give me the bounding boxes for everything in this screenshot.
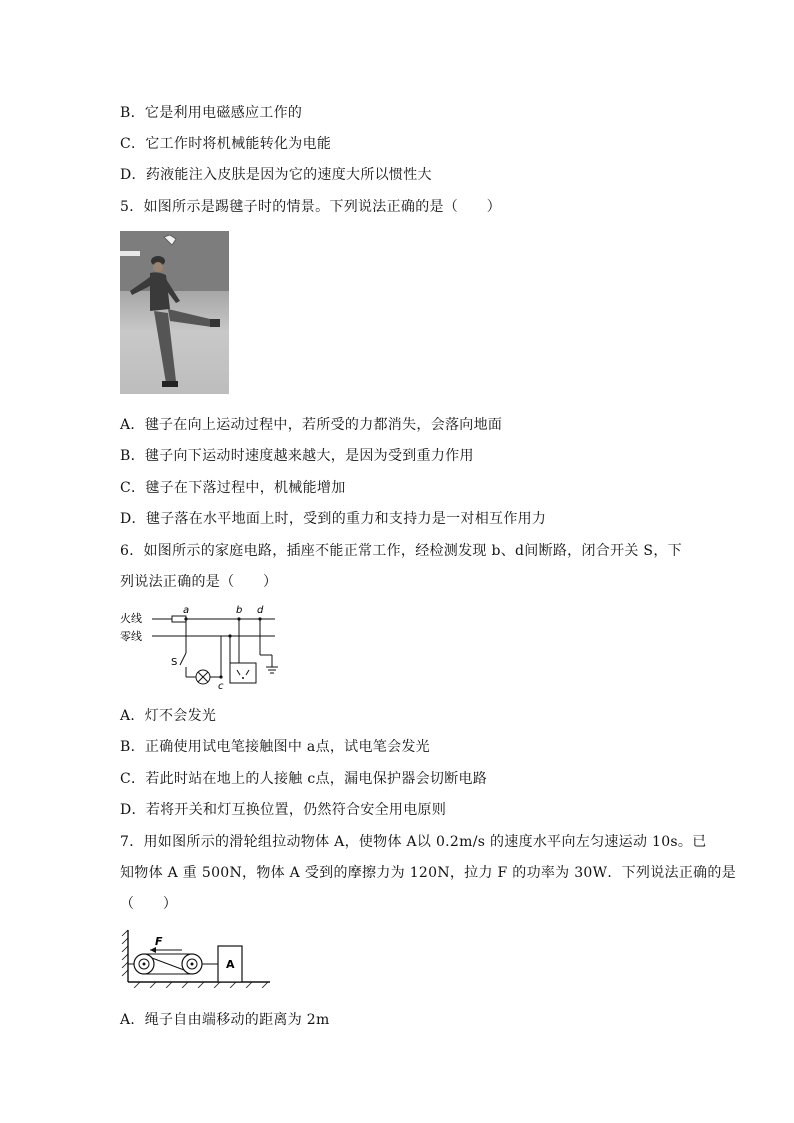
option-a-q7: A．绳子自由端移动的距离为 2m	[120, 1012, 330, 1028]
question-7-line1: 7．用如图所示的滑轮组拉动物体 A，使物体 A以 0.2m/s 的速度水平向左匀速运动 10s。已	[120, 834, 707, 850]
question-7-line2: 知物体 A 重 500N，物体 A 受到的摩擦力为 120N，拉力 F 的功率为 30W．下列说法正确的是	[120, 865, 737, 881]
option-d-q6: D．若将开关和灯互换位置，仍然符合安全用电原则	[120, 802, 447, 818]
option-b-q6: B．正确使用试电笔接触图中 a点，试电笔会发光	[120, 739, 430, 755]
neutral-wire-label: 零线	[120, 630, 142, 643]
kicking-person-illustration	[120, 231, 229, 394]
option-c-q4: C．它工作时将机械能转化为电能	[120, 136, 332, 152]
option-c-q6: C．若此时站在地上的人接触 c点，漏电保护器会切断电路	[120, 771, 488, 787]
point-c-label: c	[218, 681, 224, 690]
pulley-system-diagram	[120, 928, 275, 988]
option-d-q4: D．药液能注入皮肤是因为它的速度大所以惯性大	[120, 167, 432, 183]
shuttlecock-photo	[120, 231, 229, 394]
force-f-label: F	[155, 935, 163, 948]
switch-label: S	[171, 657, 178, 668]
question-5: 5．如图所示是踢毽子时的情景。下列说法正确的是（ ）	[120, 199, 502, 215]
point-a-label: a	[183, 605, 190, 616]
point-d-label: d	[257, 605, 264, 616]
option-b-q4: B．它是利用电磁感应工作的	[120, 105, 303, 121]
option-d-q5: D．毽子落在水平地面上时，受到的重力和支持力是一对相互作用力	[120, 511, 547, 527]
household-circuit-diagram	[120, 605, 290, 690]
option-a-q6: A．灯不会发光	[120, 708, 217, 724]
live-wire-label: 火线	[120, 612, 142, 625]
option-b-q5: B．毽子向下运动时速度越来越大，是因为受到重力作用	[120, 448, 474, 464]
point-b-label: b	[236, 605, 243, 616]
block-a-label: A	[226, 958, 235, 971]
option-a-q5: A．毽子在向上运动过程中，若所受的力都消失，会落向地面	[120, 417, 503, 433]
question-6-line2: 列说法正确的是（ ）	[120, 574, 278, 590]
option-c-q5: C．毽子在下落过程中，机械能增加	[120, 480, 346, 496]
question-6-line1: 6．如图所示的家庭电路，插座不能正常工作，经检测发现 b、d间断路，闭合开关 S，下	[120, 543, 682, 559]
question-7-line3: （ ）	[120, 896, 178, 912]
